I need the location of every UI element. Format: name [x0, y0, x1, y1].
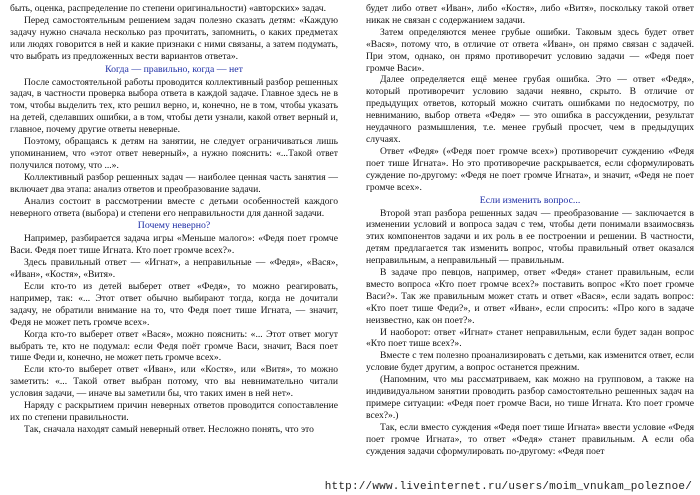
paragraph: Вместе с тем полезно проанализировать с детьми, как изменится ответ, если условие будет другим, а вопрос останется прежним. — [366, 350, 694, 374]
paragraph: Так, сначала находят самый неверный ответ. Несложно понять, что это — [24, 423, 314, 435]
paragraph: Анализ состоит в рассмотрении вместе с детьми особенностей каждого неверного ответа (выбора) и степени его неправильности для данной задачи. — [10, 195, 338, 219]
paragraph: Перед самостоятельным решением задач полезно сказать детям: «Каждую задачу нужно сначала несколько раз прочитать, запомнить, о каких предметах или людях говорится в ней и какие признаки с ними связаны, а затем подумать, что выбрать из предложенных вести вариантов ответа». — [10, 14, 338, 62]
paragraph: быть, оценка, распределение по степени оригинальности) «авторских» задач. — [10, 3, 327, 14]
paragraph: Коллективный разбор решенных задач — наиболее ценная часть занятия — включает два этапа: анализ ответов и преобразование задачи. — [10, 171, 338, 195]
paragraph: Далее определяется ещё менее грубая ошибка. Это — ответ «Федя», который противоречит условию задачи неявно, скрыто. В отличие от предыдущих ответов, который можно считать ошибками по недосмотру, по невниманию, выбор ответа «Федя» — это ошибка в рассуждении, результат неудачного размышления, т.е. менее грубый просчет, чем в предыдущих случаях. — [366, 74, 694, 145]
paragraph: Так, если вместо суждения «Федя поет тише Игната» ввести условие «Федя поет громче Игната», то ответ «Федя» станет правильным. А если оба суждения задачи сформулировать по-другому: «Федя поет — [366, 421, 694, 457]
paragraph: Здесь правильный ответ — «Игнат», а неправильные — «Федя», «Вася», «Иван», «Костя», «Витя». — [10, 257, 338, 281]
paragraph: После самостоятельной работы проводится коллективный разбор решенных задач, в частности проверка выбора ответа в каждой задаче. Главное здесь не в том, чтобы выделить тех, кто решил верно, и, конечно, не в том, чтобы указать на детей, сделавших ошибки, а в том, чтобы дети узнали, какой ответ верный и, главное, почему другие ответы неверные. — [10, 76, 338, 136]
section-heading: Почему неверно? — [137, 220, 211, 232]
paragraph: Например, разбирается задача игры «Меньше малого»: «Федя поет громче Васи. Федя поет тише Игната. Кто поет громче всех?». — [10, 233, 338, 257]
section-heading: Когда — правильно, когда — нет — [105, 63, 243, 75]
left-page — [10, 3, 338, 436]
paragraph: (Напомним, что мы рассматриваем, как можно на групповом, а также на индивидуальном занятии проводить разбор самостоятельно решенных задач на примере ситуации: «Федя поет громче Васи, но тише Игната. Кто поет громче всех?».) — [366, 374, 694, 421]
paragraph: Затем определяются менее грубые ошибки. Таковым здесь будет ответ «Вася», потому что, в отличие от ответа «Иван», он прямо связан с задачей. При этом, однако, он прямо противоречит условию задачи — «Федя поет громче Васи». — [366, 26, 694, 74]
source-url-watermark: http://www.liveinternet.ru/users/moim_vnukam_poleznoe/ — [324, 481, 692, 493]
paragraph: Наряду с раскрытием причин неверных ответов проводится сопоставление их по степени правильности. — [10, 400, 338, 423]
paragraph: будет либо ответ «Иван», либо «Костя», либо «Витя», поскольку такой ответ никак не связан с содержанием задачи. — [366, 3, 694, 26]
right-page — [366, 3, 694, 458]
paragraph: Если кто-то из детей выберет ответ «Федя», то можно реагировать, например, так: «... Этот ответ обычно выбирают тогда, когда не дочитали задачу, не обратили внимание на то, что Федя поет тише Игната, — значит, Федя не может петь громче всех». — [10, 281, 338, 328]
paragraph: Когда кто-то выберет ответ «Вася», можно пояснить: «... Этот ответ могут выбрать те, кто не подумал: если Федя поёт громче Васи, значит, Вася поет тише Феди и, конечно, не может петь громче всех». — [10, 328, 338, 364]
paragraph: Второй этап разбора решенных задач — преобразование — заключается в изменении условий и вопроса задач с тем, чтобы дети понимали взаимосвязь этих компонентов задачи и их роль в ее построении и решении. В частности, детям предлагается так изменить вопрос, чтобы правильный ответ оказался неправильным, а неправильный — правильным. — [366, 207, 694, 267]
section-heading: Если изменить вопрос... — [479, 194, 581, 206]
paragraph: И наоборот: ответ «Игнат» станет неправильным, если будет задан вопрос «Кто поет тише всех?». — [366, 326, 694, 350]
paragraph: Ответ «Федя» («Федя поет громче всех») противоречит суждению «Федя поет тише Игната». Но это противоречие раскрывается, если сформулировать суждение по-другому: «Федя не поет громче Игната», и значит, «Федя не поет громче всех». — [366, 145, 694, 193]
paragraph: Если кто-то выберет ответ «Иван», или «Костя», или «Витя», то можно заметить: «... Такой ответ выбран потому, что вы невнимательно читали условия задачи, — иначе вы заметили бы, что таких имен в ней нет». — [10, 364, 338, 400]
paragraph: В задаче про певцов, например, ответ «Федя» станет правильным, если вместо вопроса «Кто поет громче всех?» поставить вопрос «Кто поет громче Васи?». Так же правильным может стать и ответ «Вася», если задать вопрос: «Кто поет тише Феди?», и ответ «Иван», если спросить: «Про кого в задаче неизвестно, как он поет?». — [366, 267, 694, 326]
paragraph: Поэтому, обращаясь к детям на занятии, не следует ограничиваться лишь упоминанием, что «этот ответ неверный», а нужно пояснить: «...Такой ответ получился потому, что ...». — [10, 136, 338, 171]
